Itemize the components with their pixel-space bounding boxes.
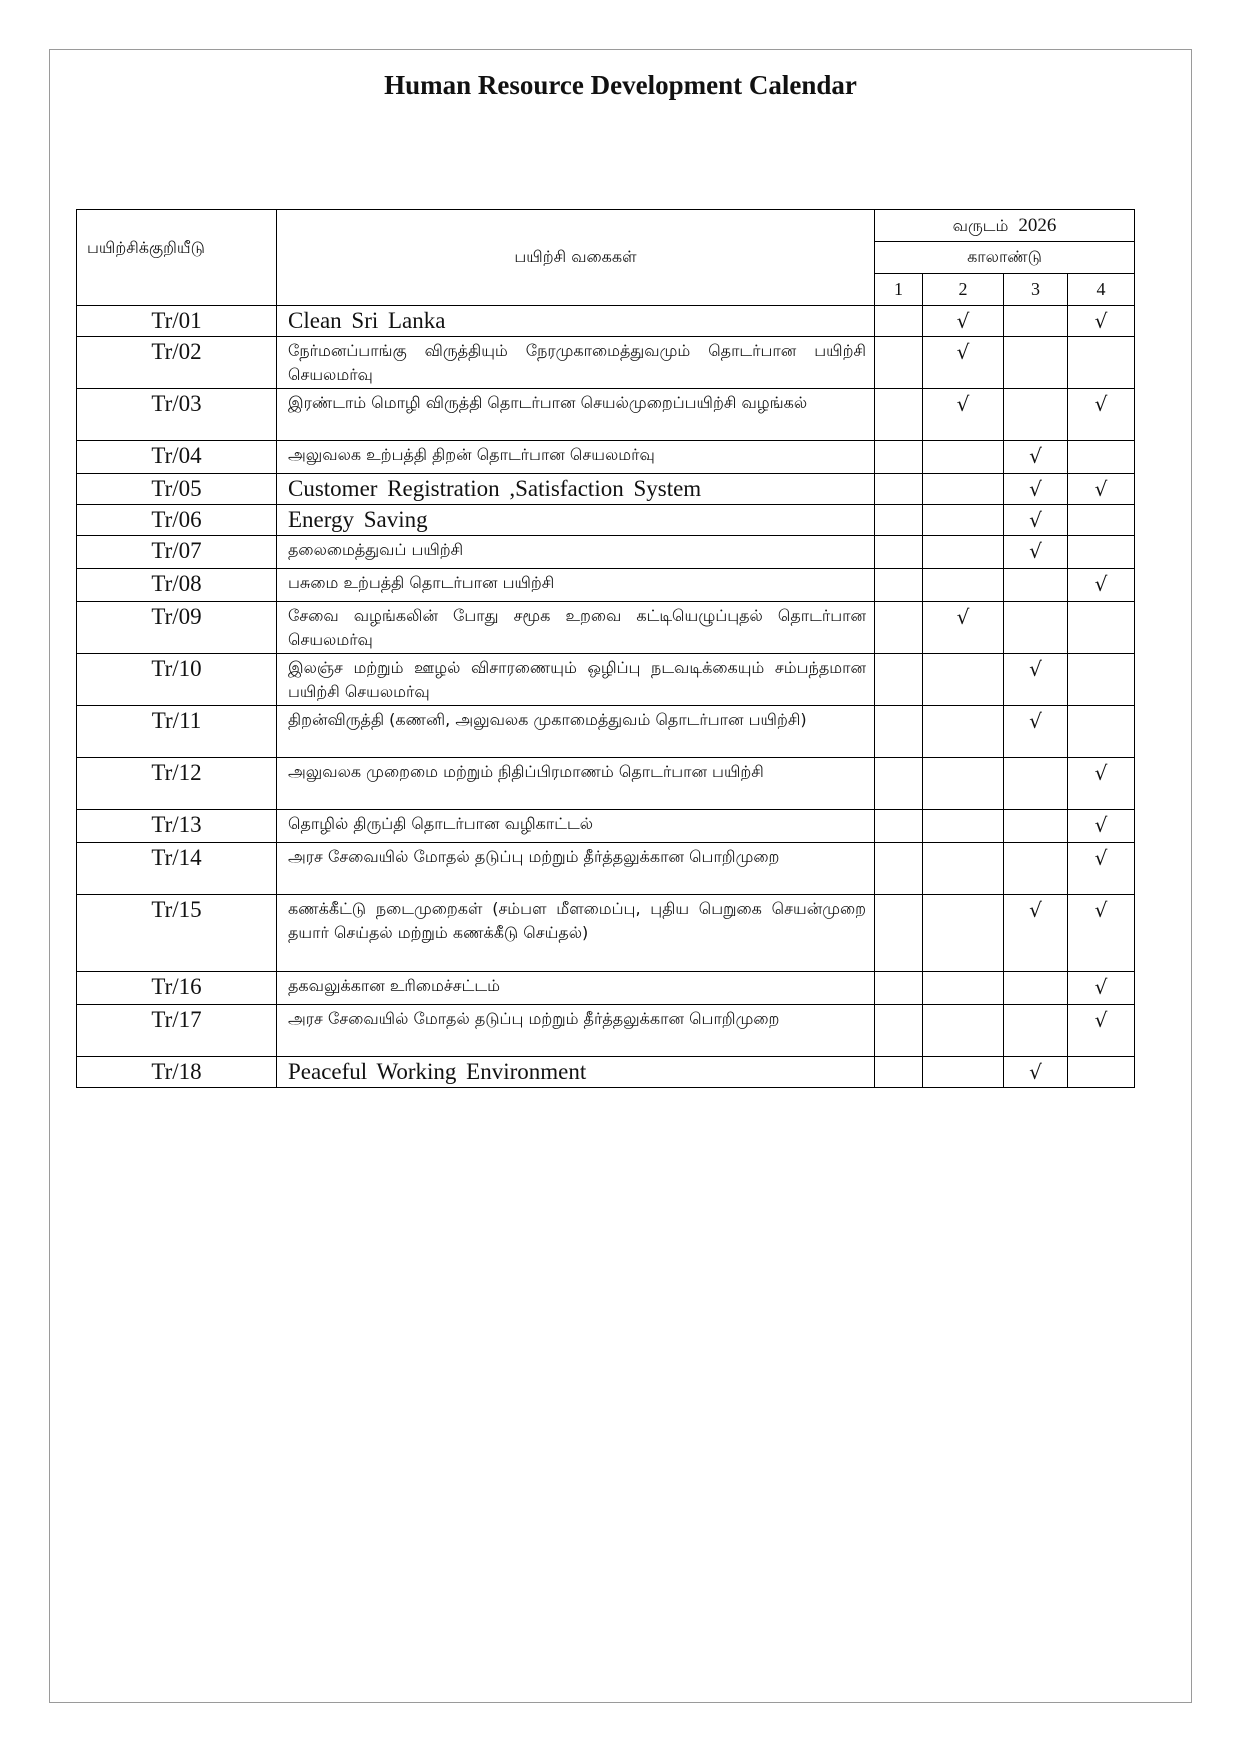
quarter-2-mark: √ — [923, 389, 1004, 441]
quarter-4-mark — [1068, 337, 1135, 389]
quarter-3-mark — [1004, 758, 1068, 810]
quarter-3-mark — [1004, 843, 1068, 895]
quarter-2-mark — [923, 810, 1004, 843]
table-row — [77, 337, 1135, 389]
training-code: Tr/06 — [77, 505, 277, 536]
training-code: Tr/03 — [77, 389, 277, 441]
quarter-2-mark — [923, 1005, 1004, 1057]
training-code: Tr/11 — [77, 706, 277, 758]
table-row — [77, 758, 1135, 810]
quarter-4-mark: √ — [1068, 1005, 1135, 1057]
quarter-2-mark — [923, 1057, 1004, 1088]
quarter-1-mark — [875, 843, 923, 895]
quarter-1-mark — [875, 706, 923, 758]
training-code: Tr/16 — [77, 972, 277, 1005]
quarter-4-mark — [1068, 505, 1135, 536]
quarter-4-mark: √ — [1068, 758, 1135, 810]
quarter-2-mark: √ — [923, 337, 1004, 389]
training-type: கணக்கீட்டு நடைமுறைகள் (சம்பள மீளமைப்பு, புதிய பெறுகை செயன்முறை தயார் செய்தல் மற்றும் கணக்கீடு செய்தல்) — [277, 895, 875, 972]
quarter-1-mark — [875, 441, 923, 474]
table-header — [77, 210, 1135, 306]
training-code: Tr/04 — [77, 441, 277, 474]
table-row — [77, 972, 1135, 1005]
quarter-2-mark — [923, 536, 1004, 569]
quarter-1-mark — [875, 654, 923, 706]
training-code: Tr/15 — [77, 895, 277, 972]
quarter-4-mark — [1068, 1057, 1135, 1088]
header-training-type: பயிற்சி வகைகள் — [277, 210, 875, 306]
quarter-2-mark — [923, 706, 1004, 758]
quarter-3-mark — [1004, 337, 1068, 389]
table-row — [77, 389, 1135, 441]
quarter-3-mark: √ — [1004, 441, 1068, 474]
training-type: தலைமைத்துவப் பயிற்சி — [277, 536, 875, 569]
quarter-4-mark: √ — [1068, 389, 1135, 441]
training-type: Energy Saving — [277, 505, 875, 536]
quarter-2-mark — [923, 895, 1004, 972]
quarter-1-mark — [875, 810, 923, 843]
quarter-3-mark — [1004, 569, 1068, 602]
document-title: Human Resource Development Calendar — [384, 70, 857, 100]
quarter-4-mark: √ — [1068, 972, 1135, 1005]
quarter-2-mark — [923, 972, 1004, 1005]
training-type: Peaceful Working Environment — [277, 1057, 875, 1088]
quarter-1-mark — [875, 389, 923, 441]
training-code: Tr/12 — [77, 758, 277, 810]
training-code: Tr/09 — [77, 602, 277, 654]
table-row — [77, 602, 1135, 654]
training-type: அலுவலக உற்பத்தி திறன் தொடர்பான செயலமர்வு — [277, 441, 875, 474]
quarter-4-mark — [1068, 536, 1135, 569]
training-type: சேவை வழங்கலின் போது சமூக உறவை கட்டியெழுப்புதல் தொடர்பான செயலமர்வு — [277, 602, 875, 654]
table-row — [77, 306, 1135, 337]
header-quarter-2: 2 — [923, 274, 1004, 306]
header-year — [875, 210, 1135, 242]
quarter-4-mark: √ — [1068, 810, 1135, 843]
table-row — [77, 654, 1135, 706]
table-row — [77, 895, 1135, 972]
header-quarter: காலாண்டு — [875, 242, 1135, 274]
quarter-1-mark — [875, 972, 923, 1005]
training-code: Tr/18 — [77, 1057, 277, 1088]
quarter-3-mark — [1004, 306, 1068, 337]
quarter-2-mark — [923, 474, 1004, 505]
quarter-1-mark — [875, 536, 923, 569]
header-quarter-1: 1 — [875, 274, 923, 306]
training-calendar-table — [76, 209, 1135, 1088]
header-year-label: வருடம் — [952, 215, 1009, 235]
quarter-3-mark: √ — [1004, 505, 1068, 536]
training-type: பசுமை உற்பத்தி தொடர்பான பயிற்சி — [277, 569, 875, 602]
quarter-1-mark — [875, 758, 923, 810]
quarter-3-mark — [1004, 1005, 1068, 1057]
table-body — [77, 306, 1135, 1088]
table-row — [77, 441, 1135, 474]
quarter-1-mark — [875, 1057, 923, 1088]
table-row — [77, 505, 1135, 536]
table-row — [77, 810, 1135, 843]
quarter-3-mark: √ — [1004, 474, 1068, 505]
quarter-4-mark: √ — [1068, 474, 1135, 505]
training-code: Tr/10 — [77, 654, 277, 706]
quarter-2-mark — [923, 843, 1004, 895]
quarter-3-mark — [1004, 602, 1068, 654]
quarter-2-mark — [923, 505, 1004, 536]
quarter-4-mark — [1068, 441, 1135, 474]
table-row — [77, 569, 1135, 602]
quarter-3-mark — [1004, 389, 1068, 441]
training-code: Tr/05 — [77, 474, 277, 505]
training-type: நேர்மனப்பாங்கு விருத்தியும் நேரமுகாமைத்துவமும் தொடர்பான பயிற்சி செயலமர்வு — [277, 337, 875, 389]
training-code: Tr/14 — [77, 843, 277, 895]
quarter-4-mark: √ — [1068, 569, 1135, 602]
training-type: இரண்டாம் மொழி விருத்தி தொடர்பான செயல்முறைப்பயிற்சி வழங்கல் — [277, 389, 875, 441]
training-code: Tr/17 — [77, 1005, 277, 1057]
training-type: அலுவலக முறைமை மற்றும் நிதிப்பிரமாணம் தொடர்பான பயிற்சி — [277, 758, 875, 810]
quarter-2-mark: √ — [923, 602, 1004, 654]
quarter-3-mark: √ — [1004, 654, 1068, 706]
quarter-3-mark: √ — [1004, 706, 1068, 758]
quarter-3-mark: √ — [1004, 895, 1068, 972]
table-row — [77, 536, 1135, 569]
table-row — [77, 706, 1135, 758]
header-quarter-4: 4 — [1068, 274, 1135, 306]
training-code: Tr/08 — [77, 569, 277, 602]
header-year-value: 2026 — [1018, 214, 1057, 236]
training-code: Tr/07 — [77, 536, 277, 569]
quarter-4-mark — [1068, 654, 1135, 706]
quarter-1-mark — [875, 569, 923, 602]
quarter-1-mark — [875, 1005, 923, 1057]
table-row — [77, 1005, 1135, 1057]
header-training-code: பயிற்சிக்குறியீடு — [77, 210, 277, 306]
quarter-2-mark — [923, 654, 1004, 706]
quarter-3-mark — [1004, 972, 1068, 1005]
table-row — [77, 1057, 1135, 1088]
quarter-2-mark: √ — [923, 306, 1004, 337]
quarter-1-mark — [875, 895, 923, 972]
training-type: அரச சேவையில் மோதல் தடுப்பு மற்றும் தீர்த்தலுக்கான பொறிமுறை — [277, 843, 875, 895]
quarter-4-mark — [1068, 706, 1135, 758]
quarter-3-mark — [1004, 810, 1068, 843]
training-type: இலஞ்ச மற்றும் ஊழல் விசாரணையும் ஒழிப்பு நடவடிக்கையும் சம்பந்தமான பயிற்சி செயலமர்வு — [277, 654, 875, 706]
quarter-4-mark: √ — [1068, 306, 1135, 337]
quarter-1-mark — [875, 505, 923, 536]
quarter-1-mark — [875, 474, 923, 505]
training-code: Tr/13 — [77, 810, 277, 843]
quarter-1-mark — [875, 306, 923, 337]
quarter-2-mark — [923, 569, 1004, 602]
training-type: தொழில் திருப்தி தொடர்பான வழிகாட்டல் — [277, 810, 875, 843]
quarter-2-mark — [923, 441, 1004, 474]
training-code: Tr/02 — [77, 337, 277, 389]
training-type: திறன்விருத்தி (கணனி, அலுவலக முகாமைத்துவம் தொடர்பான பயிற்சி) — [277, 706, 875, 758]
training-type: Customer Registration ,Satisfaction System — [277, 474, 875, 505]
training-code: Tr/01 — [77, 306, 277, 337]
quarter-2-mark — [923, 758, 1004, 810]
training-type: Clean Sri Lanka — [277, 306, 875, 337]
quarter-3-mark: √ — [1004, 536, 1068, 569]
table-row — [77, 474, 1135, 505]
training-type: தகவலுக்கான உரிமைச்சட்டம் — [277, 972, 875, 1005]
quarter-1-mark — [875, 602, 923, 654]
quarter-1-mark — [875, 337, 923, 389]
quarter-4-mark: √ — [1068, 895, 1135, 972]
quarter-4-mark — [1068, 602, 1135, 654]
quarter-3-mark: √ — [1004, 1057, 1068, 1088]
table-row — [77, 843, 1135, 895]
training-type: அரச சேவையில் மோதல் தடுப்பு மற்றும் தீர்த்தலுக்கான பொறிமுறை — [277, 1005, 875, 1057]
quarter-4-mark: √ — [1068, 843, 1135, 895]
header-quarter-3: 3 — [1004, 274, 1068, 306]
